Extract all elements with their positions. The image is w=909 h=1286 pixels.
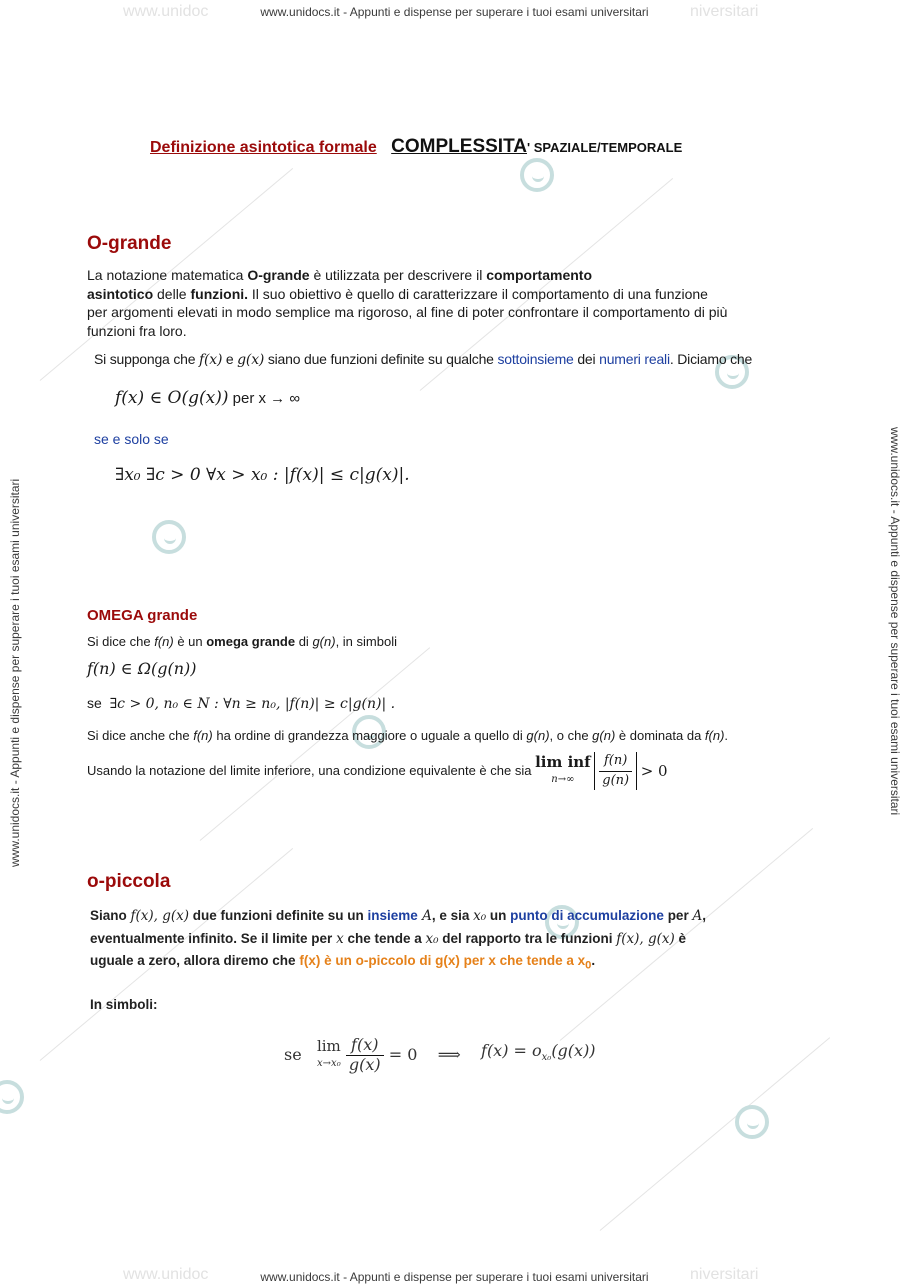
link-numeri-reali[interactable]: numeri reali <box>599 351 670 367</box>
link-punto-di-accumulazione[interactable]: punto di accumulazione <box>510 908 664 923</box>
o-grande-intro: La notazione matematica O-grande è utilizzata per descrivere il comportamento asintotico delle funzioni. Il suo obiettivo è quello di caratterizzare il comportamento di una funzione per argomenti elevati in modo semplice ma rigoroso, al fine di poter confrontare il comportamento di più funzioni fra loro. <box>87 267 728 339</box>
section-title-o-grande: O-grande <box>87 233 172 254</box>
o-grande-definition: ∃x₀ ∃c > 0 ∀x > x₀ : |f(x)| ≤ c|g(x)|. <box>115 465 410 485</box>
watermark-ghost: www.unidoc <box>123 3 209 20</box>
watermark-ghost: www.unidoc <box>123 1266 209 1283</box>
o-piccola-definition: Siano f(x), g(x) due funzioni definite su un insieme A, e sia x₀ un punto di accumulazione per A, eventualmente infinito. Se il limite per x che tende a x₀ del rapporto tra le funzioni f(x), g(x) è uguale a zero, allora diremo che f(x) è un o-piccolo di g(x) per x che tende a $x_0$. <box>90 908 706 972</box>
watermark-logo-icon <box>520 158 554 192</box>
link-se-e-solo-se[interactable]: se e solo se <box>94 431 169 447</box>
document-header <box>150 136 682 158</box>
omega-line1: Si dice che f(n) è un omega grande di g(n), in simboli <box>87 634 397 649</box>
omega-formula: f(n) ∈ Ω(g(n)) <box>87 659 197 678</box>
page-title: COMPLESSITA <box>391 136 527 157</box>
header-link[interactable]: Definizione asintotica formale <box>150 139 377 156</box>
omega-condition: se ∃c > 0, n₀ ∈ N : ∀n ≥ n₀, |f(n)| ≥ c|g(n)| . <box>87 695 396 712</box>
watermark-ghost: niversitari <box>690 1266 759 1283</box>
section-title-o-piccola: o-piccola <box>87 871 171 892</box>
o-piccolo-highlight: f(x) è un o-piccolo di g(x) per x che tende a $x_0$ <box>299 953 592 972</box>
o-piccola-formula: se lim x→x₀ $\frac{f(x)}{g(x)}$ = 0 ⟹ $f(x) = o_{x_0}(g(x))$ <box>284 1035 596 1074</box>
o-grande-formula: f(x) ∈ O(g(x)) per x → ∞ <box>115 388 301 408</box>
watermark-left: www.unidocs.it - Appunti e dispense per superare i tuoi esami universitari <box>8 478 22 867</box>
watermark-top: www.unidocs.it - Appunti e dispense per superare i tuoi esami universitari <box>260 5 649 19</box>
section-title-omega: OMEGA grande <box>87 607 198 624</box>
watermark-logo-icon <box>735 1105 769 1139</box>
watermark-ghost: niversitari <box>690 3 759 20</box>
title-suffix: ' SPAZIALE/TEMPORALE <box>527 140 683 155</box>
watermark-right: www.unidocs.it - Appunti e dispense per superare i tuoi esami universitari <box>888 427 902 816</box>
watermark-logo-icon <box>0 1080 24 1114</box>
watermark-logo-icon <box>152 520 186 554</box>
o-grande-suppose: Si supponga che f(x) e g(x) siano due funzioni definite su qualche sottoinsieme dei numeri reali. Diciamo che <box>94 351 753 368</box>
omega-liminf: Usando la notazione del limite inferiore, una condizione equivalente è che sia lim inf n→∞ $\frac{f(n)}{g(n)}$ > 0 <box>87 752 668 790</box>
watermark-bottom: www.unidocs.it - Appunti e dispense per superare i tuoi esami universitari <box>260 1270 649 1284</box>
link-insieme[interactable]: insieme <box>367 908 418 923</box>
watermark-line <box>600 1037 830 1231</box>
omega-line2: Si dice anche che f(n) ha ordine di grandezza maggiore o uguale a quello di g(n), o che g(n) è dominata da f(n). <box>87 728 729 743</box>
o-piccola-in-simboli: In simboli: <box>90 997 158 1012</box>
link-sottoinsieme[interactable]: sottoinsieme <box>497 351 574 367</box>
